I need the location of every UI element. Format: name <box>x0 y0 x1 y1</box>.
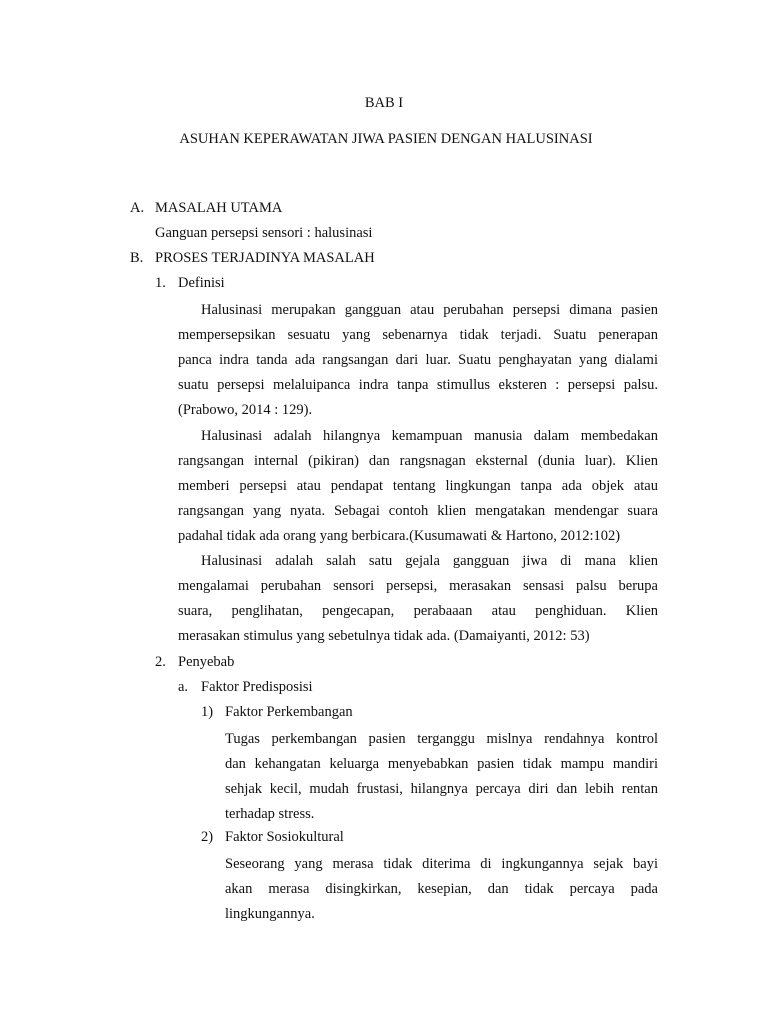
paragraph-line: Halusinasi adalah hilangnya kemampuan manusia dalam membedakan <box>201 428 658 444</box>
paragraph-line: memberi persepsi atau pendapat tentang lingkungan tanpa ada objek atau <box>178 478 658 495</box>
factor-2-text <box>225 852 658 927</box>
paragraph-line: suara, penglihatan, pengecapan, perabaaan atau penghiduan. Klien <box>178 603 658 620</box>
section-b-heading: PROSES TERJADINYA MASALAH <box>155 250 375 266</box>
factor-1-text <box>225 727 658 827</box>
section-a-marker: A. <box>130 200 145 216</box>
paragraph-line: suatu persepsi melaluipanca indra tanpa stimullus eksteren : persepsi palsu. <box>178 377 658 394</box>
item-1-marker: 1. <box>155 275 166 291</box>
paragraph-line: padahal tidak ada orang yang berbicara.(Kusumawati & Hartono, 2012:102) <box>178 528 621 545</box>
factor-1-heading: Faktor Perkembangan <box>225 704 353 720</box>
item-1-heading: Definisi <box>178 275 225 291</box>
paragraph-line: terhadap stress. <box>225 806 315 823</box>
paragraph-line: Halusinasi merupakan gangguan atau perubahan persepsi dimana pasien <box>201 302 658 318</box>
definisi-paragraph-2 <box>178 424 658 549</box>
chapter-label: BAB I <box>364 95 404 111</box>
section-b-marker: B. <box>130 250 144 266</box>
item-2-marker: 2. <box>155 654 166 670</box>
paragraph-line: Tugas perkembangan pasien terganggu mislnya rendahnya kontrol <box>225 731 658 747</box>
paragraph-line: mempersepsikan sesuatu yang sebenarnya tidak terjadi. Suatu penerapan <box>178 327 658 344</box>
paragraph-line: rangsangan internal (pikiran) dan rangsnagan eksternal (dunia luar). Klien <box>178 453 658 470</box>
paragraph-line: lingkungannya. <box>225 906 315 923</box>
paragraph-line: merasakan stimulus yang sebetulnya tidak ada. (Damaiyanti, 2012: 53) <box>178 628 590 645</box>
factor-2-heading: Faktor Sosiokultural <box>225 829 344 845</box>
section-a-heading: MASALAH UTAMA <box>155 200 283 216</box>
paragraph-line: (Prabowo, 2014 : 129). <box>178 402 313 419</box>
sub-a-heading: Faktor Predisposisi <box>201 679 313 695</box>
paragraph-line: panca indra tanda ada rangsangan dari luar. Suatu penghayatan yang dialami <box>178 352 658 369</box>
paragraph-line: mengalamai perubahan sensori persepsi, merasakan sensasi palsu berupa <box>178 578 658 595</box>
section-a-text: Ganguan persepsi sensori : halusinasi <box>155 225 373 241</box>
paragraph-line: sehjak kecil, mudah frustasi, hilangnya percaya diri dan lebih rentan <box>225 781 658 798</box>
factor-1-marker: 1) <box>201 704 214 720</box>
sub-a-marker: a. <box>178 679 189 695</box>
item-2-heading: Penyebab <box>178 654 235 670</box>
document-title: ASUHAN KEPERAWATAN JIWA PASIEN DENGAN HALUSINASI <box>179 131 593 147</box>
definisi-paragraph-3 <box>178 549 658 649</box>
paragraph-line: akan merasa disingkirkan, kesepian, dan tidak percaya pada <box>225 881 658 898</box>
paragraph-line: Seseorang yang merasa tidak diterima di ingkungannya sejak bayi <box>225 856 658 872</box>
factor-2-marker: 2) <box>201 829 214 845</box>
paragraph-line: rangsangan yang nyata. Sebagai contoh klien mengatakan mendengar suara <box>178 503 658 520</box>
definisi-paragraph-1 <box>178 298 658 423</box>
paragraph-line: dan kehangatan keluarga menyebabkan pasien tidak mampu mandiri <box>225 756 658 773</box>
paragraph-line: Halusinasi adalah salah satu gejala gangguan jiwa di mana klien <box>201 553 658 569</box>
